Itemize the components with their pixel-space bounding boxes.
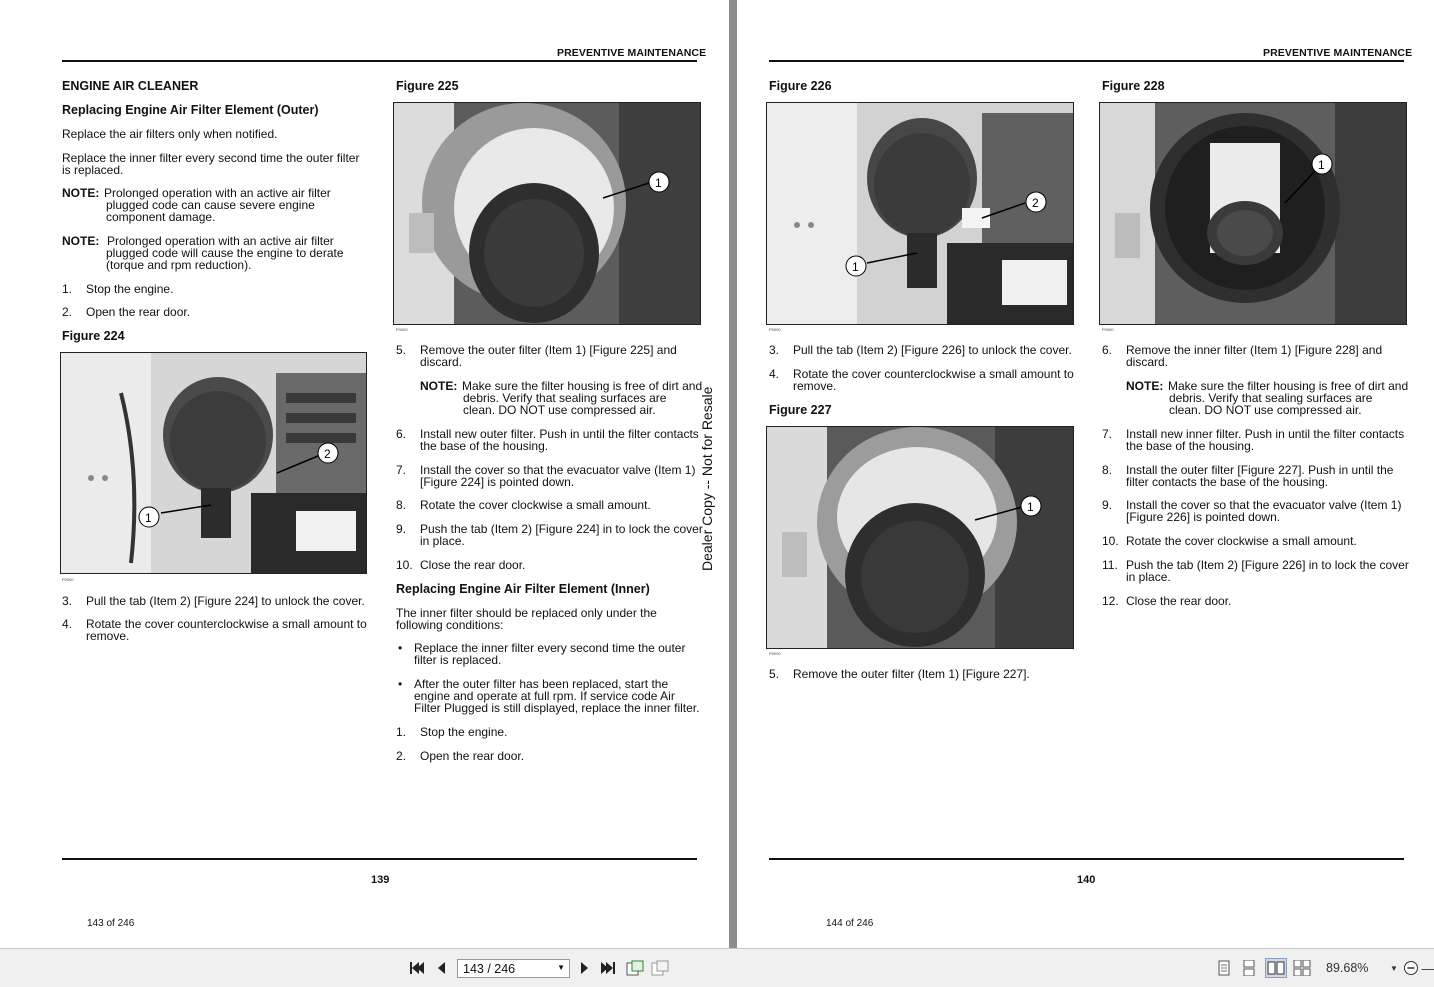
step-text: Rotate the cover counterclockwise a small amount to	[793, 367, 1074, 381]
prev-page-icon[interactable]	[432, 958, 450, 978]
step-number: 2.	[62, 305, 73, 319]
figure-caption: Figure 225	[396, 79, 459, 93]
step-number: 9.	[396, 522, 407, 536]
step-text: remove.	[86, 629, 130, 643]
step-text: the base of the housing.	[1126, 439, 1255, 453]
callout-1: 1	[145, 511, 152, 525]
note-text: Make sure the filter housing is free of dirt and	[462, 379, 703, 393]
note-text: clean. DO NOT use compressed air.	[463, 403, 656, 417]
step-number: 2.	[396, 749, 407, 763]
step-text: Pull the tab (Item 2) [Figure 226] to unlock the cover.	[793, 343, 1072, 357]
document-page-139	[0, 0, 729, 948]
step-text: in place.	[420, 534, 465, 548]
engine-photo-illustration	[767, 103, 1073, 324]
last-page-icon[interactable]	[598, 958, 618, 978]
footer-rule	[769, 858, 1404, 860]
step-text: Push the tab (Item 2) [Figure 226] in to lock the cover	[1126, 558, 1409, 572]
step-number: 4.	[62, 617, 73, 631]
document-page-140	[737, 0, 1434, 948]
step-number: 8.	[396, 498, 407, 512]
header-rule	[769, 60, 1404, 62]
page-number: 139	[371, 874, 390, 886]
step-number: 8.	[1102, 463, 1113, 477]
bullet-text: After the outer filter has been replaced, start the	[414, 677, 669, 691]
figure-228-photo	[1099, 102, 1407, 325]
paragraph: is replaced.	[62, 163, 124, 177]
zoom-slider-handle[interactable]: —	[1421, 960, 1434, 976]
step-number: 5.	[769, 667, 780, 681]
callout-1: 1	[1318, 158, 1325, 172]
figure-227-photo	[766, 426, 1074, 649]
callout-2: 2	[324, 447, 331, 461]
continuous-icon[interactable]	[1240, 958, 1258, 978]
step-text: Rotate the cover clockwise a small amount.	[420, 498, 651, 512]
note-text: Make sure the filter housing is free of dirt and	[1168, 379, 1409, 393]
page-view-icon[interactable]	[650, 958, 670, 978]
note-text: clean. DO NOT use compressed air.	[1169, 403, 1362, 417]
section-title: ENGINE AIR CLEANER	[62, 79, 199, 93]
note-text: (torque and rpm reduction).	[106, 258, 252, 272]
subsection-title-outer: Replacing Engine Air Filter Element (Outer)	[62, 103, 319, 117]
step-number: 4.	[769, 367, 780, 381]
step-number: 7.	[396, 463, 407, 477]
step-text: discard.	[420, 355, 463, 369]
step-text: Rotate the cover clockwise a small amount.	[1126, 534, 1357, 548]
step-text: Install new inner filter. Push in until the filter contacts	[1126, 427, 1405, 441]
note-text: plugged code will cause the engine to derate	[106, 246, 344, 260]
first-page-icon[interactable]	[407, 958, 427, 978]
note-label: NOTE:	[420, 379, 458, 393]
chevron-down-icon[interactable]: ▼	[557, 963, 565, 972]
page-number-input[interactable]	[457, 959, 570, 978]
header-rule	[62, 60, 697, 62]
step-text: Remove the inner filter (Item 1) [Figure 228] and	[1126, 343, 1383, 357]
step-text: Stop the engine.	[86, 282, 174, 296]
note-label: NOTE:	[1126, 379, 1164, 393]
page-of-count: 144 of 246	[826, 918, 874, 929]
note-text: plugged code can cause severe engine	[106, 198, 315, 212]
rotate-icon[interactable]	[625, 958, 645, 978]
step-text: [Figure 226] is pointed down.	[1126, 510, 1281, 524]
step-number: 6.	[396, 427, 407, 441]
step-text: the base of the housing.	[420, 439, 549, 453]
step-text: [Figure 224] is pointed down.	[420, 475, 575, 489]
figure-caption: Figure 224	[62, 329, 125, 343]
engine-photo-illustration	[61, 353, 366, 573]
figure-code: P0000	[1102, 327, 1114, 332]
bullet-text: filter is replaced.	[414, 653, 502, 667]
figure-caption: Figure 226	[769, 79, 832, 93]
note-label: NOTE:	[62, 234, 100, 248]
two-page-continuous-icon[interactable]	[1292, 958, 1312, 978]
note-text: Prolonged operation with an active air filter	[104, 186, 331, 200]
paragraph: Replace the air filters only when notified.	[62, 127, 278, 141]
next-page-icon[interactable]	[576, 958, 594, 978]
two-page-icon[interactable]	[1265, 958, 1287, 978]
subsection-title-inner: Replacing Engine Air Filter Element (Inner)	[396, 582, 650, 596]
watermark-text: Dealer Copy -- Not for Resale	[699, 386, 715, 571]
zoom-level[interactable]: 89.68%	[1326, 961, 1369, 975]
step-text: Install the cover so that the evacuator valve (Item 1)	[420, 463, 696, 477]
zoom-out-icon[interactable]	[1402, 958, 1420, 978]
step-text: Remove the outer filter (Item 1) [Figure 227].	[793, 667, 1030, 681]
page-header: PREVENTIVE MAINTENANCE	[557, 47, 707, 59]
figure-code: P0000	[396, 327, 408, 332]
step-text: Close the rear door.	[420, 558, 526, 572]
page-number: 140	[1077, 874, 1096, 886]
engine-photo-illustration	[394, 103, 700, 324]
footer-rule	[62, 858, 697, 860]
figure-code: P0000	[62, 577, 74, 582]
figure-226-photo	[766, 102, 1074, 325]
note-text: Prolonged operation with an active air filter	[107, 234, 334, 248]
figure-224-photo	[60, 352, 367, 574]
zoom-dropdown-icon[interactable]: ▼	[1390, 963, 1398, 973]
step-number: 7.	[1102, 427, 1113, 441]
note-text: component damage.	[106, 210, 216, 224]
engine-photo-illustration	[1100, 103, 1406, 324]
step-number: 1.	[396, 725, 407, 739]
step-text: in place.	[1126, 570, 1171, 584]
step-text: Stop the engine.	[420, 725, 508, 739]
note-text: debris. Verify that sealing surfaces are	[463, 391, 667, 405]
step-number: 6.	[1102, 343, 1113, 357]
engine-photo-illustration	[767, 427, 1073, 648]
note-label: NOTE:	[62, 186, 100, 200]
figure-code: P0000	[769, 327, 781, 332]
figure-caption: Figure 227	[769, 403, 832, 417]
step-text: Open the rear door.	[420, 749, 525, 763]
callout-1: 1	[655, 176, 662, 190]
callout-1: 1	[1027, 500, 1034, 514]
step-text: Close the rear door.	[1126, 594, 1232, 608]
viewer-toolbar	[0, 948, 1434, 987]
figure-225-photo	[393, 102, 701, 325]
step-number: 10.	[396, 558, 413, 572]
note-text: debris. Verify that sealing surfaces are	[1169, 391, 1373, 405]
step-text: Rotate the cover counterclockwise a small amount to	[86, 617, 367, 631]
paragraph: following conditions:	[396, 618, 504, 632]
paragraph: The inner filter should be replaced only under the	[396, 606, 657, 620]
callout-1: 1	[852, 260, 859, 274]
step-number: 3.	[769, 343, 780, 357]
step-number: 12.	[1102, 594, 1119, 608]
paragraph: Replace the inner filter every second time the outer filter	[62, 151, 360, 165]
step-text: Install the outer filter [Figure 227]. Push in until the	[1126, 463, 1394, 477]
step-text: discard.	[1126, 355, 1169, 369]
bullet-text: Filter Plugged is still displayed, replace the inner filter.	[414, 701, 700, 715]
step-number: 1.	[62, 282, 73, 296]
page-of-count: 143 of 246	[87, 918, 135, 929]
bullet: •	[398, 641, 403, 655]
step-text: Pull the tab (Item 2) [Figure 224] to unlock the cover.	[86, 594, 365, 608]
step-text: Install new outer filter. Push in until the filter contacts	[420, 427, 699, 441]
bullet-text: engine and operate at full rpm. If service code Air	[414, 689, 675, 703]
step-number: 3.	[62, 594, 73, 608]
step-number: 10.	[1102, 534, 1119, 548]
step-text: remove.	[793, 379, 837, 393]
single-page-icon[interactable]	[1215, 958, 1233, 978]
step-number: 9.	[1102, 498, 1113, 512]
step-text: filter contacts the base of the housing.	[1126, 475, 1329, 489]
step-number: 5.	[396, 343, 407, 357]
page-number-value: 143 / 246	[463, 961, 516, 976]
bullet-text: Replace the inner filter every second time the outer	[414, 641, 686, 655]
step-text: Remove the outer filter (Item 1) [Figure 225] and	[420, 343, 677, 357]
figure-caption: Figure 228	[1102, 79, 1165, 93]
step-text: Install the cover so that the evacuator valve (Item 1)	[1126, 498, 1402, 512]
step-text: Open the rear door.	[86, 305, 191, 319]
step-number: 11.	[1102, 558, 1118, 572]
bullet: •	[398, 677, 403, 691]
figure-code: P0000	[769, 651, 781, 656]
page-header: PREVENTIVE MAINTENANCE	[1263, 47, 1413, 59]
callout-2: 2	[1032, 196, 1039, 210]
step-text: Push the tab (Item 2) [Figure 224] in to lock the cover	[420, 522, 703, 536]
